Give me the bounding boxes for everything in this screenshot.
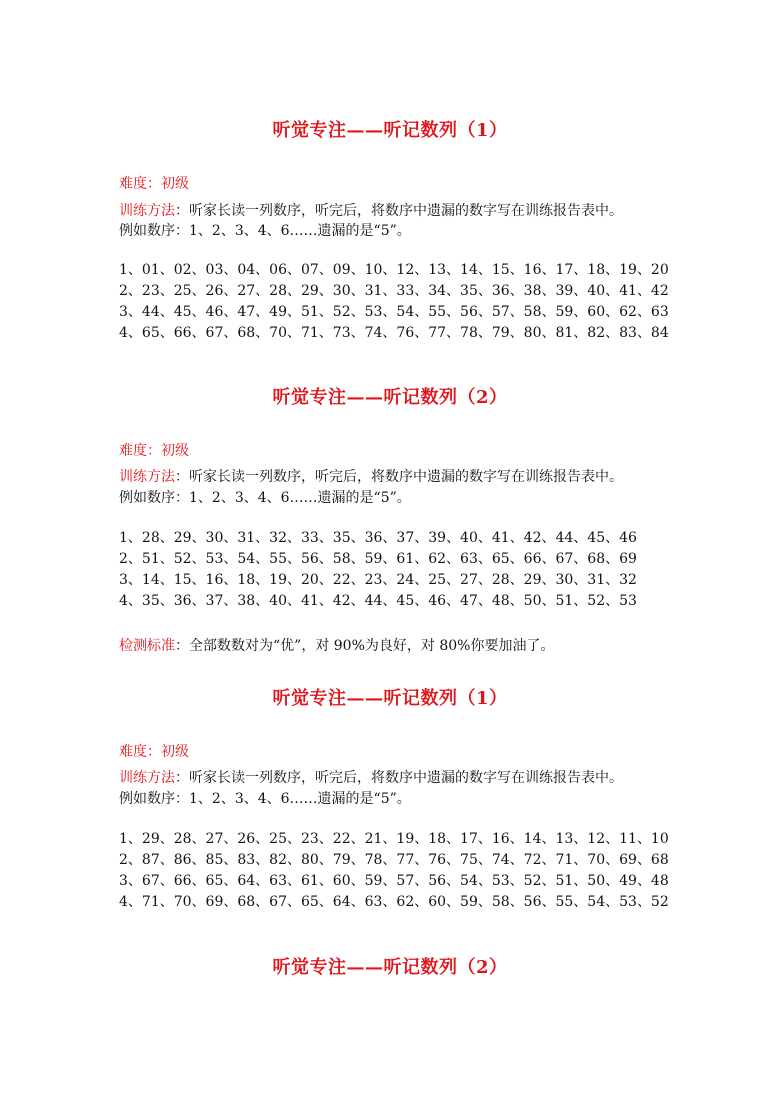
number-row: 2、87、86、85、83、82、80、79、78、77、76、75、74、72、71、70、69、68: [119, 852, 669, 868]
number-row: 3、14、15、16、18、19、20、22、23、24、25、27、28、29、30、31、32: [119, 572, 637, 588]
section-title: 听觉专注——听记数列（1）: [272, 688, 508, 709]
difficulty-value: 初级: [161, 176, 189, 192]
number-row: 2、51、52、53、54、55、56、58、59、61、62、63、65、66、67、68、69: [119, 551, 637, 567]
number-row: 2、23、25、26、27、28、29、30、31、33、34、35、36、38、39、40、41、42: [119, 283, 669, 299]
difficulty-label: 难度：: [119, 443, 161, 459]
exercise-section-2: [0, 385, 780, 411]
difficulty-line: [119, 174, 189, 194]
number-row: 3、44、45、46、47、49、51、52、53、54、55、56、57、58、59、60、62、63: [119, 304, 669, 320]
method-line: [119, 768, 623, 788]
method-text: ：听家长读一列数序，听完后，将数序中遗漏的数字写在训练报告表中。: [175, 469, 623, 485]
section-title: 听觉专注——听记数列（2）: [272, 957, 508, 978]
method-text: ：听家长读一列数序，听完后，将数序中遗漏的数字写在训练报告表中。: [175, 203, 623, 219]
example-line: 例如数序：1、2、3、4、6……遗漏的是“5”。: [119, 223, 411, 239]
number-row: 1、01、02、03、04、06、07、09、10、12、13、14、15、16、17、18、19、20: [119, 262, 669, 278]
difficulty-label: 难度：: [119, 176, 161, 192]
number-rows: [119, 528, 637, 612]
method-line: [119, 467, 623, 487]
section-title: 听觉专注——听记数列（1）: [272, 120, 508, 141]
number-rows: [119, 260, 669, 344]
difficulty-value: 初级: [161, 744, 189, 760]
method-text: ：听家长读一列数序，听完后，将数序中遗漏的数字写在训练报告表中。: [175, 770, 623, 786]
difficulty-label: 难度：: [119, 744, 161, 760]
difficulty-line: [119, 441, 189, 461]
example-line: 例如数序：1、2、3、4、6……遗漏的是“5”。: [119, 791, 411, 807]
difficulty-line: [119, 742, 189, 762]
standard-text: ：全部数数对为“优”，对 90%为良好，对 80%你要加油了。: [175, 638, 555, 654]
standard-label: 检测标准: [119, 638, 175, 654]
exercise-section-1: [0, 118, 780, 144]
exercise-section-4: [0, 955, 780, 981]
example-line: 例如数序：1、2、3、4、6……遗漏的是“5”。: [119, 490, 411, 506]
method-label: 训练方法: [119, 770, 175, 786]
method-label: 训练方法: [119, 203, 175, 219]
section-title: 听觉专注——听记数列（2）: [272, 387, 508, 408]
number-row: 4、35、36、37、38、40、41、42、44、45、46、47、48、50、51、52、53: [119, 593, 637, 609]
method-line: [119, 201, 623, 221]
standard-line: [119, 636, 554, 656]
number-row: 4、65、66、67、68、70、71、73、74、76、77、78、79、80、81、82、83、84: [119, 325, 669, 341]
number-row: 3、67、66、65、64、63、61、60、59、57、56、54、53、52、51、50、49、48: [119, 873, 669, 889]
number-rows: [119, 829, 669, 913]
difficulty-value: 初级: [161, 443, 189, 459]
number-row: 1、28、29、30、31、32、33、35、36、37、39、40、41、42、44、45、46: [119, 530, 637, 546]
number-row: 4、71、70、69、68、67、65、64、63、62、60、59、58、56、55、54、53、52: [119, 894, 669, 910]
exercise-section-3: [0, 686, 780, 712]
method-label: 训练方法: [119, 469, 175, 485]
number-row: 1、29、28、27、26、25、23、22、21、19、18、17、16、14、13、12、11、10: [119, 831, 669, 847]
